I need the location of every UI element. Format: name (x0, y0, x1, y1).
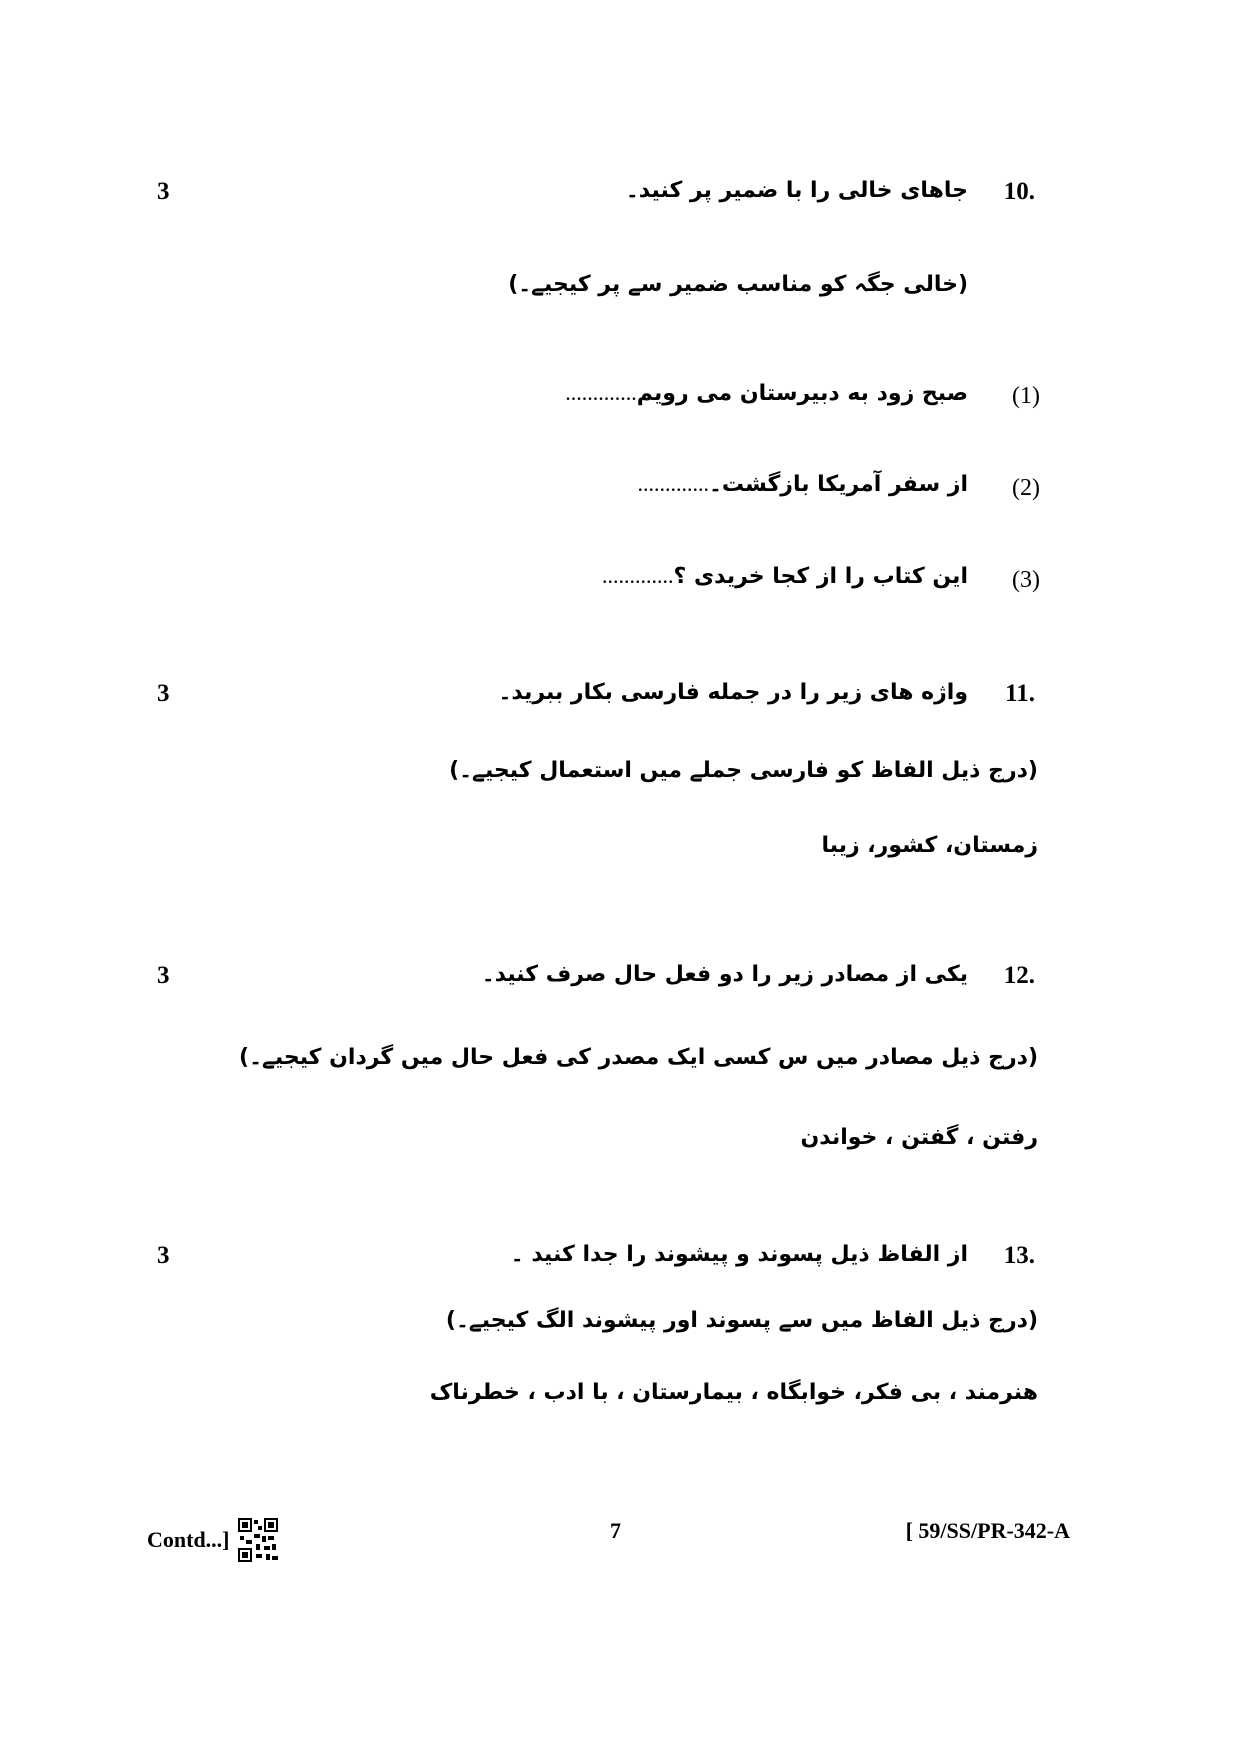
page-number: 7 (610, 1518, 621, 1543)
item-sentence: این کتاب را از کجا خریدی ؟ (673, 564, 968, 589)
item-sentence: از سفر آمریکا بازگشت۔ (708, 472, 968, 497)
question-words: زمستان، کشور، زیبا (821, 833, 1038, 858)
item-sentence: صبح زود به دبیرستان می رویم (636, 381, 968, 406)
item-text (537, 380, 968, 406)
question-instruction: از الفاظ ذیل پسوند و پیشوند را جدا کنید ۔ (510, 1242, 968, 1267)
item-number: (3) (1012, 567, 1040, 593)
item-number: (2) (1012, 475, 1040, 501)
question-marks: 3 (157, 680, 170, 707)
contd-label: Contd...] (147, 1527, 230, 1552)
question-translation: (خالی جگہ کو مناسب ضمیر سے پر کیجیے۔) (508, 272, 968, 297)
question-marks: 3 (157, 1242, 170, 1269)
question-instruction: جاهای خالی را با ضمیر پر کنید۔ (625, 178, 968, 203)
question-number: 11. (1005, 680, 1035, 707)
paper-code: [ 59/SS/PR-342-A (905, 1518, 1070, 1543)
question-words: هنرمند ، بی فکر، خوابگاه ، بیمارستان ، با ادب ، خطرناک (429, 1380, 1038, 1405)
question-translation: (درج ذیل الفاظ میں سے پسوند اور پیشوند الگ کیجیے۔) (445, 1308, 1038, 1333)
question-instruction: واژه های زیر را در جمله فارسی بکار ببرید۔ (498, 680, 968, 705)
question-translation: (درج ذیل الفاظ کو فارسی جملے میں استعمال کیجیے۔) (449, 758, 1038, 783)
question-instruction: یکی از مصادر زیر را دو فعل حال صرف کنید۔ (481, 962, 968, 987)
item-text (609, 471, 968, 497)
question-number: 13. (1003, 1242, 1035, 1269)
question-translation: (درج ذیل مصادر میں س کسی ایک مصدر کی فعل حال میں گردان کیجیے۔) (239, 1045, 1038, 1070)
item-blank: ............. (637, 471, 709, 496)
footer-contd (147, 1518, 278, 1562)
question-marks: 3 (157, 178, 170, 205)
item-blank: ............. (565, 380, 637, 405)
question-words: رفتن ، گفتن ، خواندن (800, 1125, 1038, 1150)
item-blank: ............. (602, 563, 674, 588)
question-number: 10. (1003, 178, 1035, 205)
qr-code-icon (238, 1518, 278, 1562)
question-number: 12. (1003, 962, 1035, 989)
item-text (574, 563, 968, 589)
item-number: (1) (1012, 383, 1040, 409)
question-marks: 3 (157, 962, 170, 989)
